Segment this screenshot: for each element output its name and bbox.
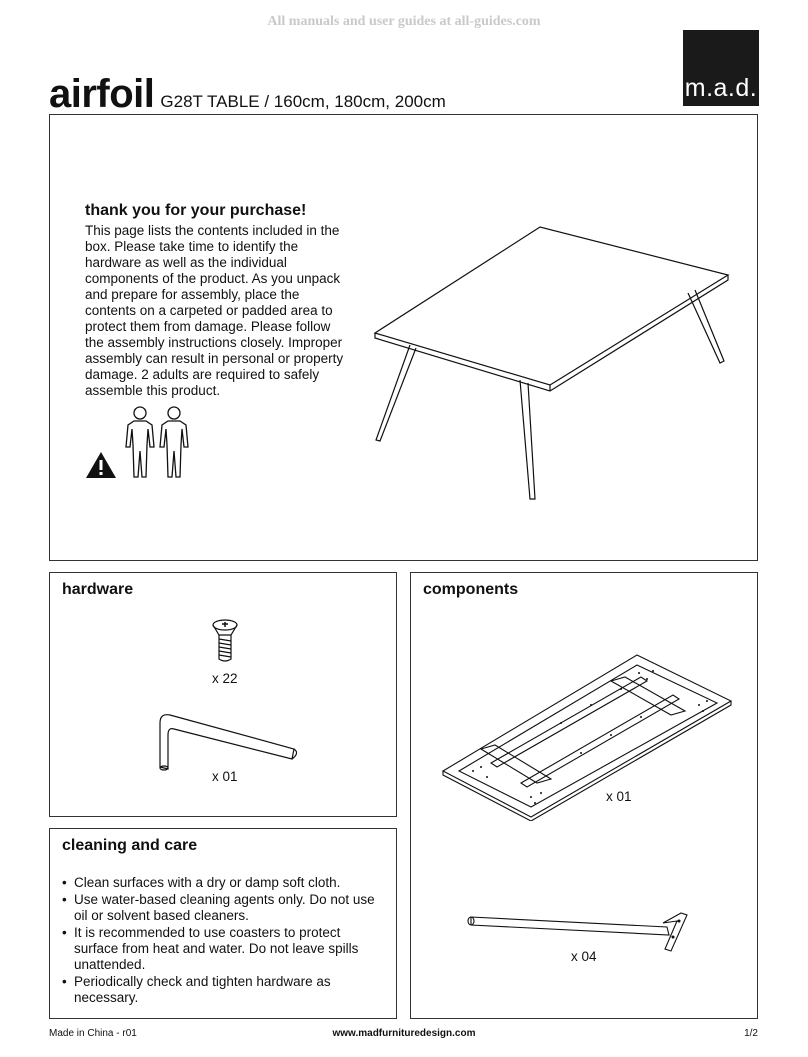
intro-heading: thank you for your purchase! <box>85 202 307 219</box>
screw-quantity: x 22 <box>212 671 238 686</box>
components-title: components <box>423 581 519 598</box>
intro-text <box>85 202 350 399</box>
allen-key-quantity: x 01 <box>212 769 238 784</box>
footer-origin: Made in China - r01 <box>49 1028 137 1039</box>
two-person-icon <box>122 405 194 479</box>
cleaning-title: cleaning and care <box>62 837 198 854</box>
footer-page-number: 1/2 <box>744 1028 758 1039</box>
warning-icon <box>84 450 118 480</box>
product-subtitle: G28T TABLE / 160cm, 180cm, 200cm <box>160 92 446 111</box>
hardware-panel <box>49 572 397 817</box>
footer-website[interactable]: www.madfurnituredesign.com <box>332 1028 476 1039</box>
intro-panel <box>49 114 758 561</box>
cleaning-panel <box>49 828 397 1019</box>
product-name: airfoil <box>49 72 155 116</box>
mad-logo <box>683 30 759 106</box>
logo-text: m.a.d. <box>684 74 758 102</box>
allen-key-icon <box>154 709 302 771</box>
intro-body: This page lists the contents included in the box. Please take time to identify the hardware as well as the individual components of the product. As you unpack and prepare for assembly, place the contents on a carpeted or padded area to protect them from damage. Please follow the assembly instructions closely. Improper assembly can result in personal or property damage. 2 adults are required to safely assemble this product. <box>85 223 344 398</box>
tabletop-frame-icon <box>441 653 733 821</box>
cleaning-item: • Periodically check and tighten hardware as necessary. <box>62 974 387 1006</box>
watermark: All manuals and user guides at all-guides.com <box>267 14 541 29</box>
hardware-title: hardware <box>62 581 134 598</box>
cleaning-item: • Use water-based cleaning agents only. Do not use oil or solvent based cleaners. <box>62 892 387 924</box>
components-panel <box>410 572 758 1019</box>
tabletop-quantity: x 01 <box>606 789 632 804</box>
cleaning-item: • Clean surfaces with a dry or damp soft cloth. <box>62 875 387 891</box>
product-header <box>49 74 446 114</box>
table-illustration <box>370 185 740 505</box>
leg-quantity: x 04 <box>571 949 597 964</box>
screw-icon <box>211 617 239 665</box>
cleaning-list <box>62 875 387 1007</box>
cleaning-item: • It is recommended to use coasters to protect surface from heat and water. Do not leave spills unattended. <box>62 925 387 973</box>
